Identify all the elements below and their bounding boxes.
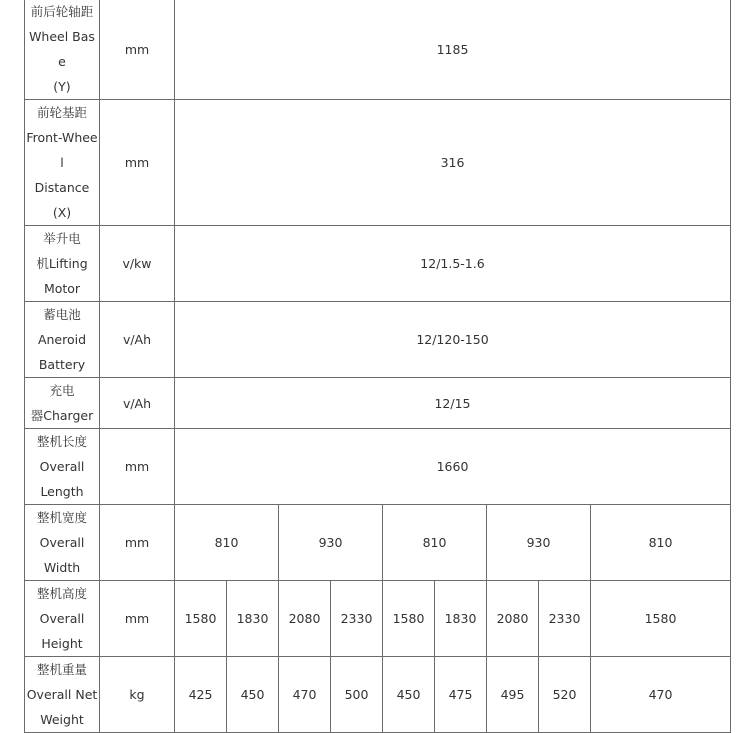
unit-cell: mm (100, 0, 175, 100)
value-cell: 930 (487, 505, 591, 581)
value-cell: 1830 (435, 581, 487, 657)
row-battery (25, 302, 731, 378)
unit-cell: mm (100, 100, 175, 226)
param-cell (25, 302, 100, 378)
value-cell: 495 (487, 657, 539, 733)
value-cell: 1580 (383, 581, 435, 657)
value-cell: 1830 (227, 581, 279, 657)
value-cell: 12/1.5-1.6 (175, 226, 731, 302)
unit-cell: kg (100, 657, 175, 733)
param-cell (25, 378, 100, 429)
value-cell: 520 (539, 657, 591, 733)
param-cn: 前轮基距 (36, 105, 87, 120)
param-cn: 前后轮轴距 (30, 4, 94, 19)
param-en: (Y) (53, 79, 71, 94)
param-en: Distance (X) (34, 180, 90, 220)
unit-cell: v/Ah (100, 378, 175, 429)
row-overall-width (25, 505, 731, 581)
row-front-wheel-distance (25, 100, 731, 226)
param-en: Overall (39, 459, 85, 474)
value-cell: 930 (279, 505, 383, 581)
unit-cell: v/Ah (100, 302, 175, 378)
param-cn: 举升电 (43, 231, 81, 246)
param-en: 机Lifting (36, 256, 88, 271)
value-cell: 2330 (331, 581, 383, 657)
param-cn: 充电 (49, 383, 75, 398)
row-overall-length (25, 429, 731, 505)
value-cell: 12/120-150 (175, 302, 731, 378)
param-cn: 整机长度 (36, 434, 87, 449)
param-en: Overall Net (26, 687, 98, 702)
value-cell: 470 (591, 657, 731, 733)
param-cn: 蓄电池 (43, 307, 81, 322)
spec-table (24, 0, 731, 733)
param-cell (25, 226, 100, 302)
unit-cell: v/kw (100, 226, 175, 302)
row-wheel-base (25, 0, 731, 100)
param-en: Overall (39, 535, 85, 550)
param-cn: 整机宽度 (36, 510, 87, 525)
param-en: Wheel Base (29, 29, 95, 69)
value-cell: 1660 (175, 429, 731, 505)
param-en: Length (40, 484, 84, 499)
param-en: Height (41, 636, 83, 651)
unit-cell: mm (100, 581, 175, 657)
row-overall-net-weight (25, 657, 731, 733)
param-en: Motor (43, 281, 81, 296)
value-cell: 316 (175, 100, 731, 226)
param-en: Battery (38, 357, 86, 372)
row-overall-height (25, 581, 731, 657)
value-cell: 470 (279, 657, 331, 733)
value-cell: 810 (175, 505, 279, 581)
value-cell: 2080 (487, 581, 539, 657)
unit-cell: mm (100, 505, 175, 581)
unit-cell: mm (100, 429, 175, 505)
param-cell (25, 100, 100, 226)
param-en: Front-Wheel (26, 130, 98, 170)
param-en: Weight (40, 712, 84, 727)
value-cell: 12/15 (175, 378, 731, 429)
value-cell: 450 (383, 657, 435, 733)
value-cell: 810 (383, 505, 487, 581)
row-charger (25, 378, 731, 429)
value-cell: 1580 (591, 581, 731, 657)
param-cn: 整机重量 (36, 662, 87, 677)
param-cell (25, 581, 100, 657)
value-cell: 475 (435, 657, 487, 733)
param-en: Width (43, 560, 81, 575)
row-lifting-motor (25, 226, 731, 302)
value-cell: 2330 (539, 581, 591, 657)
value-cell: 810 (591, 505, 731, 581)
value-cell: 1580 (175, 581, 227, 657)
param-en: Aneroid (37, 332, 87, 347)
param-cell (25, 0, 100, 100)
param-cell (25, 505, 100, 581)
param-cell (25, 429, 100, 505)
param-en: 器Charger (30, 408, 94, 423)
param-cell (25, 657, 100, 733)
value-cell: 2080 (279, 581, 331, 657)
param-cn: 整机高度 (36, 586, 87, 601)
value-cell: 1185 (175, 0, 731, 100)
value-cell: 450 (227, 657, 279, 733)
param-en: Overall (39, 611, 85, 626)
value-cell: 425 (175, 657, 227, 733)
value-cell: 500 (331, 657, 383, 733)
